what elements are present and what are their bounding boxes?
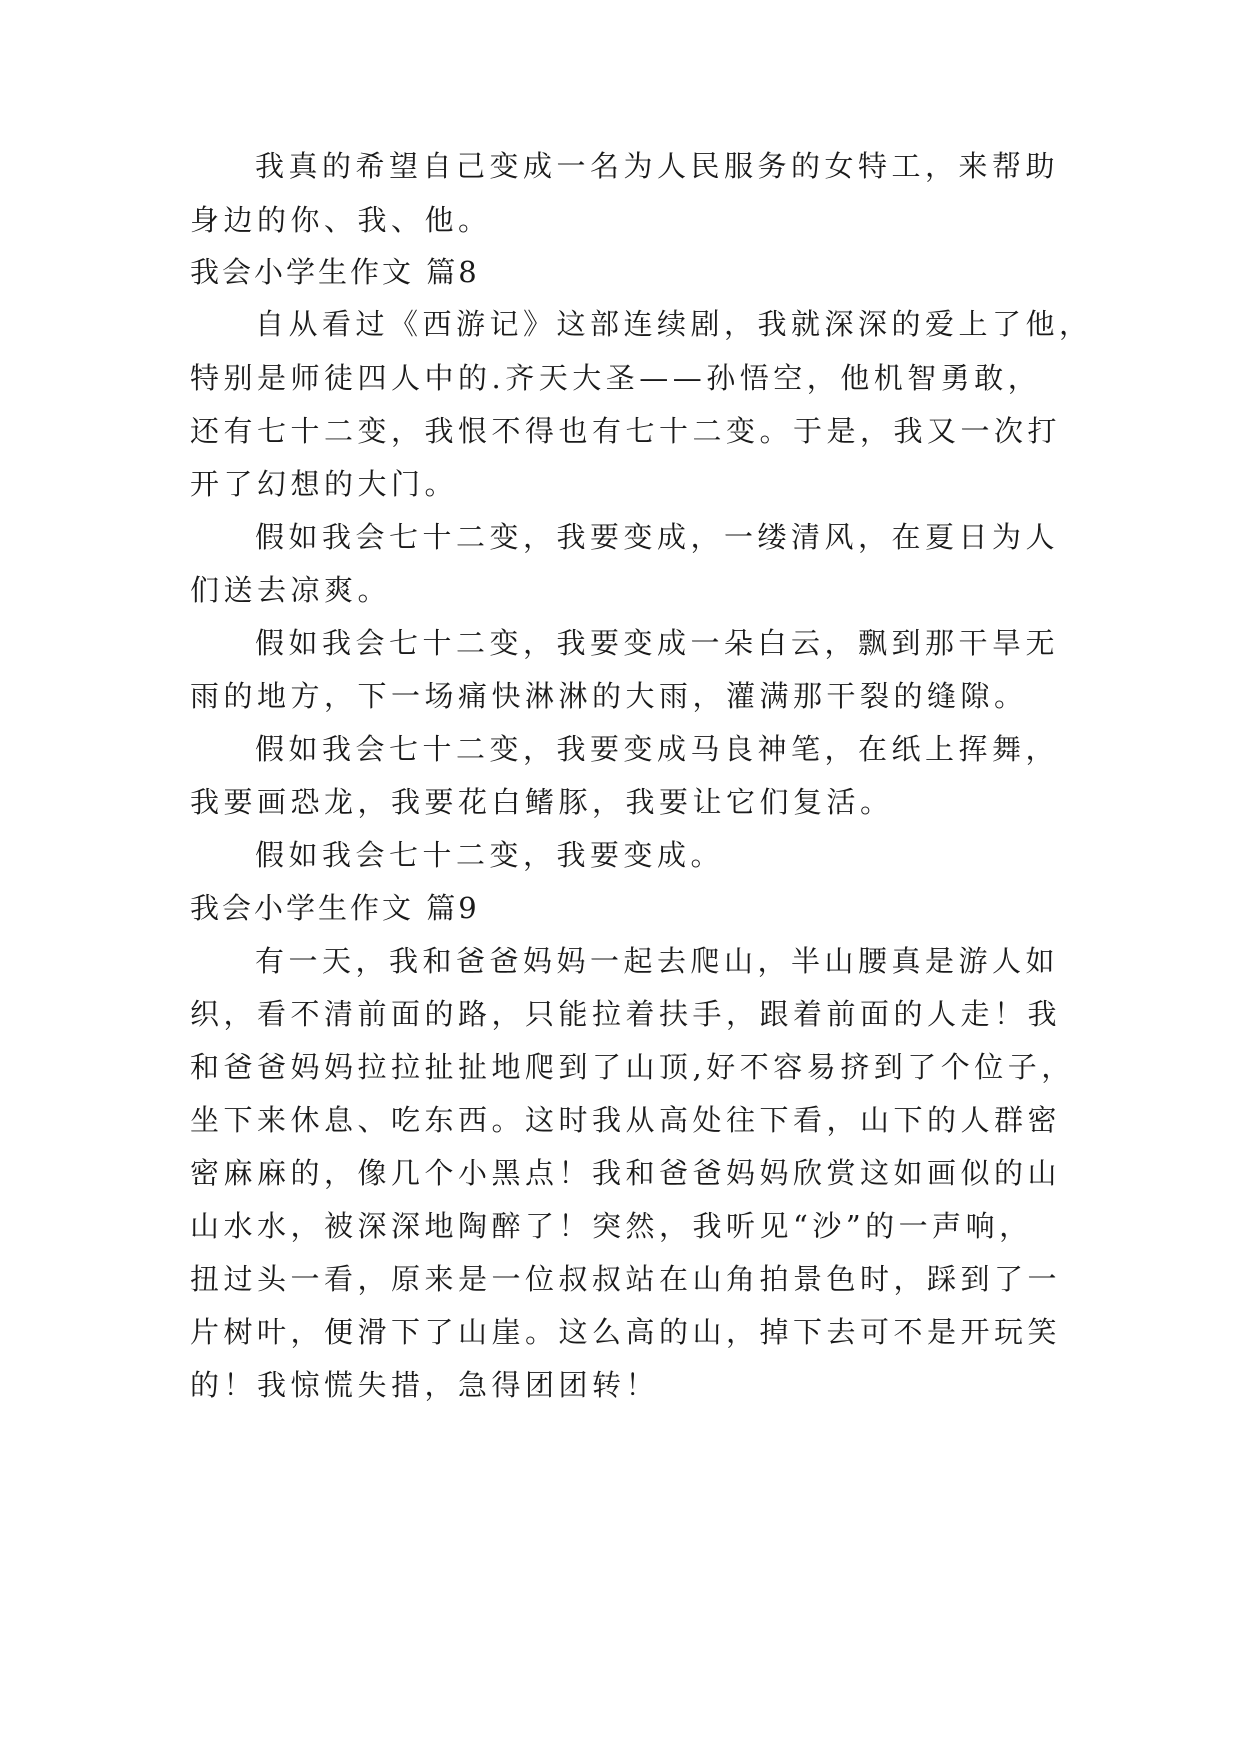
section-heading: 我会小学生作文 篇8 [190, 255, 480, 289]
paragraph-line: 我要画恐龙，我要花白鳍豚，我要让它们复活。 [190, 785, 894, 819]
paragraph-line: 织，看不清前面的路，只能拉着扶手，跟着前面的人走！我 [190, 997, 1062, 1031]
paragraph-line: 雨的地方，下一场痛快淋淋的大雨，灌满那干裂的缝隙。 [190, 679, 1028, 713]
paragraph-line: 自从看过《西游记》这部连续剧，我就深深的爱上了他， [255, 307, 1093, 341]
paragraph-line: 假如我会七十二变，我要变成一朵白云，飘到那干旱无 [255, 626, 1060, 660]
paragraph-line: 特别是师徒四人中的.齐天大圣——孙悟空，他机智勇敢， [190, 361, 1042, 395]
paragraph-line: 们送去凉爽。 [190, 573, 392, 607]
paragraph-line: 身边的你、我、他。 [190, 203, 492, 237]
section-heading: 我会小学生作文 篇9 [190, 891, 480, 925]
paragraph-line: 的！我惊慌失措，急得团团转！ [190, 1368, 660, 1402]
paragraph-line: 片树叶，便滑下了山崖。这么高的山，掉下去可不是开玩笑 [190, 1315, 1062, 1349]
paragraph-line: 坐下来休息、吃东西。这时我从高处往下看，山下的人群密 [190, 1103, 1062, 1137]
paragraph-line: 假如我会七十二变，我要变成。 [255, 838, 725, 872]
paragraph-line: 和爸爸妈妈拉拉扯扯地爬到了山顶,好不容易挤到了个位子， [190, 1050, 1075, 1084]
paragraph-line: 山水水，被深深地陶醉了！突然，我听见“沙”的一声响， [190, 1209, 1033, 1243]
paragraph-line: 密麻麻的，像几个小黑点！我和爸爸妈妈欣赏这如画似的山 [190, 1156, 1062, 1190]
paragraph-line: 开了幻想的大门。 [190, 467, 459, 501]
paragraph-line: 假如我会七十二变，我要变成，一缕清风，在夏日为人 [255, 520, 1060, 554]
paragraph-line: 有一天，我和爸爸妈妈一起去爬山，半山腰真是游人如 [255, 944, 1060, 978]
paragraph-line: 假如我会七十二变，我要变成马良神笔，在纸上挥舞， [255, 732, 1060, 766]
paragraph-line: 我真的希望自己变成一名为人民服务的女特工，来帮助 [255, 149, 1060, 183]
paragraph-line: 扭过头一看，原来是一位叔叔站在山角拍景色时，踩到了一 [190, 1262, 1062, 1296]
paragraph-line: 还有七十二变，我恨不得也有七十二变。于是，我又一次打 [190, 414, 1062, 448]
